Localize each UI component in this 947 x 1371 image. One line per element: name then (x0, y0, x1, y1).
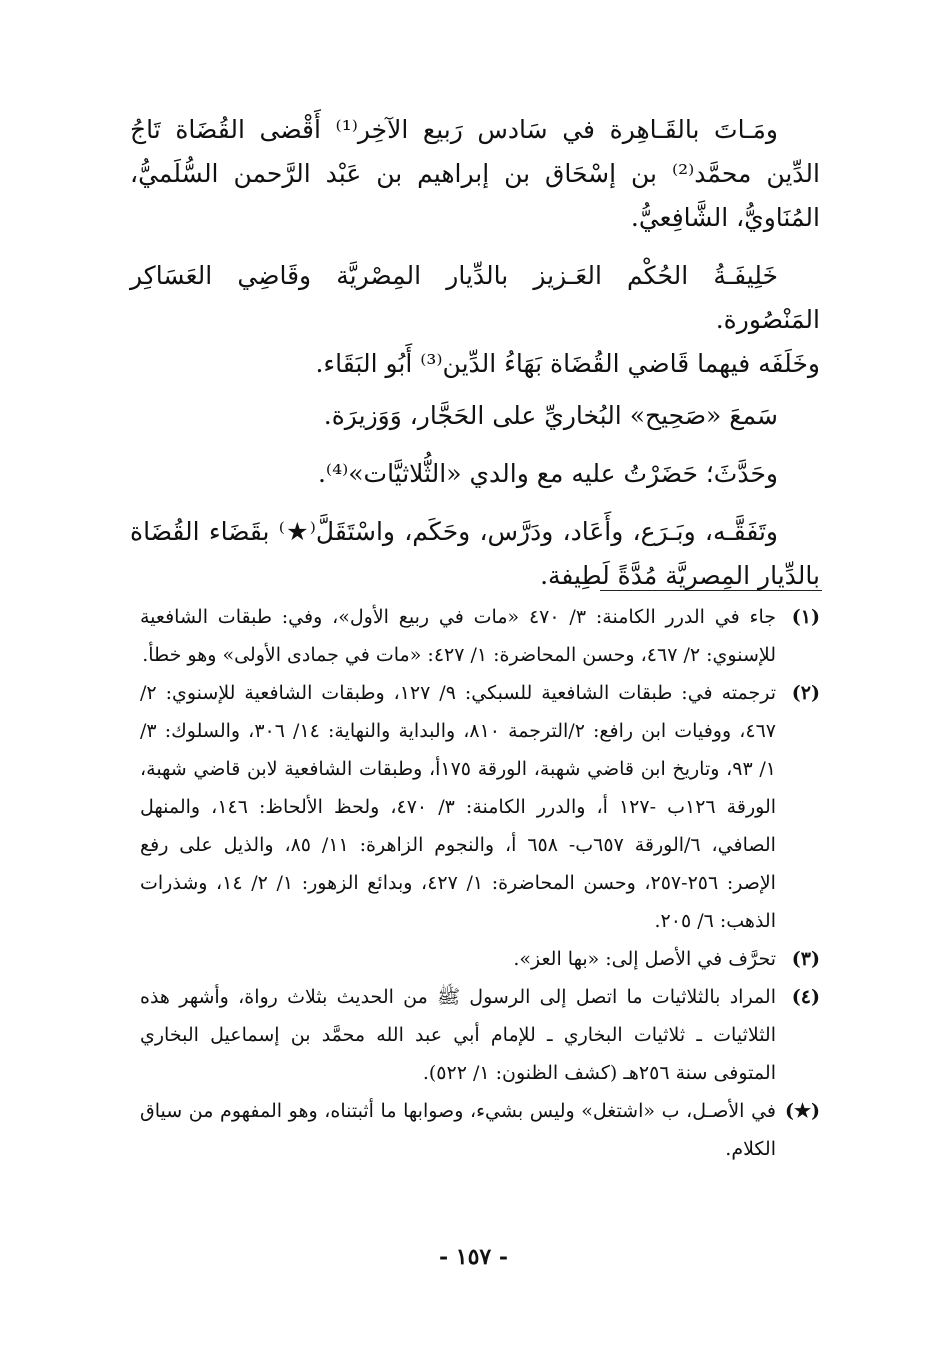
page-number: - ١٥٧ - (438, 1244, 509, 1270)
footnotes-section (140, 598, 820, 1168)
footnote-text: جاء في الدرر الكامنة: ٣/ ٤٧٠ «مات في ربيع الأول»، وفي: طبقات الشافعية للإسنوي: ٢/ ٤٦٧، وحسن المحاضرة: ١/ ٤٢٧: «مات في جمادى الأولى» وهو خطأ. (140, 606, 776, 666)
footnote-3 (140, 940, 820, 978)
footnote-number: (★) (784, 1100, 820, 1122)
paragraph-deputy-judge: خَلِيفَـةُ الحُكْم العَـزيز بالدِّيار المِصْريَّة وقَاضِي العَسَاكِر المَنْصُورة. (130, 261, 820, 334)
footnote-1 (140, 598, 820, 674)
footnote-separator (600, 590, 822, 591)
footnote-4 (140, 978, 820, 1092)
footnote-star (140, 1092, 820, 1168)
footnote-number: (٣) (791, 948, 820, 970)
footnote-number: (١) (791, 606, 820, 628)
main-text-body (130, 108, 820, 598)
footnote-text: المراد بالثلاثيات ما اتصل إلى الرسول ﷺ من الحديث بثلاث رواة، وأشهر هذه الثلاثيات ـ ثلاثيات البخاري ـ للإمام أبي عبد الله محمَّد بن إسماعيل البخاري المتوفى سنة ٢٥٦هـ (كشف الظنون: ١/ ٥٢٢). (140, 986, 776, 1084)
footnote-text: ترجمته في: طبقات الشافعية للسبكي: ٩/ ١٢٧، وطبقات الشافعية للإسنوي: ٢/ ٤٦٧، ووفيات ابن رافع: ٢/الترجمة ٨١٠، والبداية والنهاية: ١٤/ ٣٠٦، والسلوك: ٣/ ١/ ٩٣، وتاريخ ابن قاضي شهبة، الورقة ١٧٥أ، وطبقات الشافعية لابن قاضي شهبة، الورقة ١٢٦ب -١٢٧ أ، والدرر الكامنة: ٣/ ٤٧٠، ولحظ الألحاظ: ١٤٦، والمنهل الصافي، ٦/الورقة ٦٥٧ب- ٦٥٨ أ، والنجوم الزاهرة: ١١/ ٨٥، والذيل على رفع الإصر: ٢٥٦-٢٥٧، وحسن المحاضرة: ١/ ٤٢٧، وبدائع الزهور: ١/ ٢/ ١٤، وشذرات الذهب: ٦/ ٢٠٥. (140, 682, 777, 932)
paragraph-death-notice: ومَـاتَ بالقَـاهِرة في سَادس رَبيع الآخِر⁽¹⁾ أَقْضى القُضَاة تَاجُ الدِّين محمَّد⁽²⁾ بن إسْحَاق بن إبراهيم بن عَبْد الرَّحمن السُّلَميُّ، المُنَاويُّ، الشَّافِعيُّ. (130, 115, 820, 232)
paragraph-narration: وحَدَّثَ؛ حَضَرْتُ عليه مع والدي «الثُّلاثيَّات»⁽⁴⁾. (317, 459, 778, 488)
footnote-text: تحرَّف في الأصل إلى: «بها العز». (513, 948, 776, 970)
footnote-number: (٢) (791, 682, 820, 704)
footnote-number: (٤) (791, 986, 820, 1008)
footnote-2 (140, 674, 820, 940)
paragraph-successor: وخَلَفَه فيهما قَاضي القُضَاة بَهَاءُ الدِّين⁽³⁾ أَبُو البَقَاء. (315, 349, 820, 378)
footnote-text: في الأصـل، ب «اشتغل» وليس بشيء، وصوابها ما أثبتناه، وهو المفهوم من سياق الكلام. (140, 1100, 776, 1160)
paragraph-career: وتَفَقَّـه، وبَـرَع، وأَعَاد، ودَرَّس، وحَكَم، واسْتَقَلَّ⁽★⁾ بقَضَاء القُضَاة بالدِّيار المِصريَّة مُدَّةً لَطِيفة. (130, 517, 820, 590)
paragraph-hearing: سَمعَ «صَحِيح» البُخاريِّ على الحَجَّار، وَوَزيرَة. (323, 401, 778, 430)
